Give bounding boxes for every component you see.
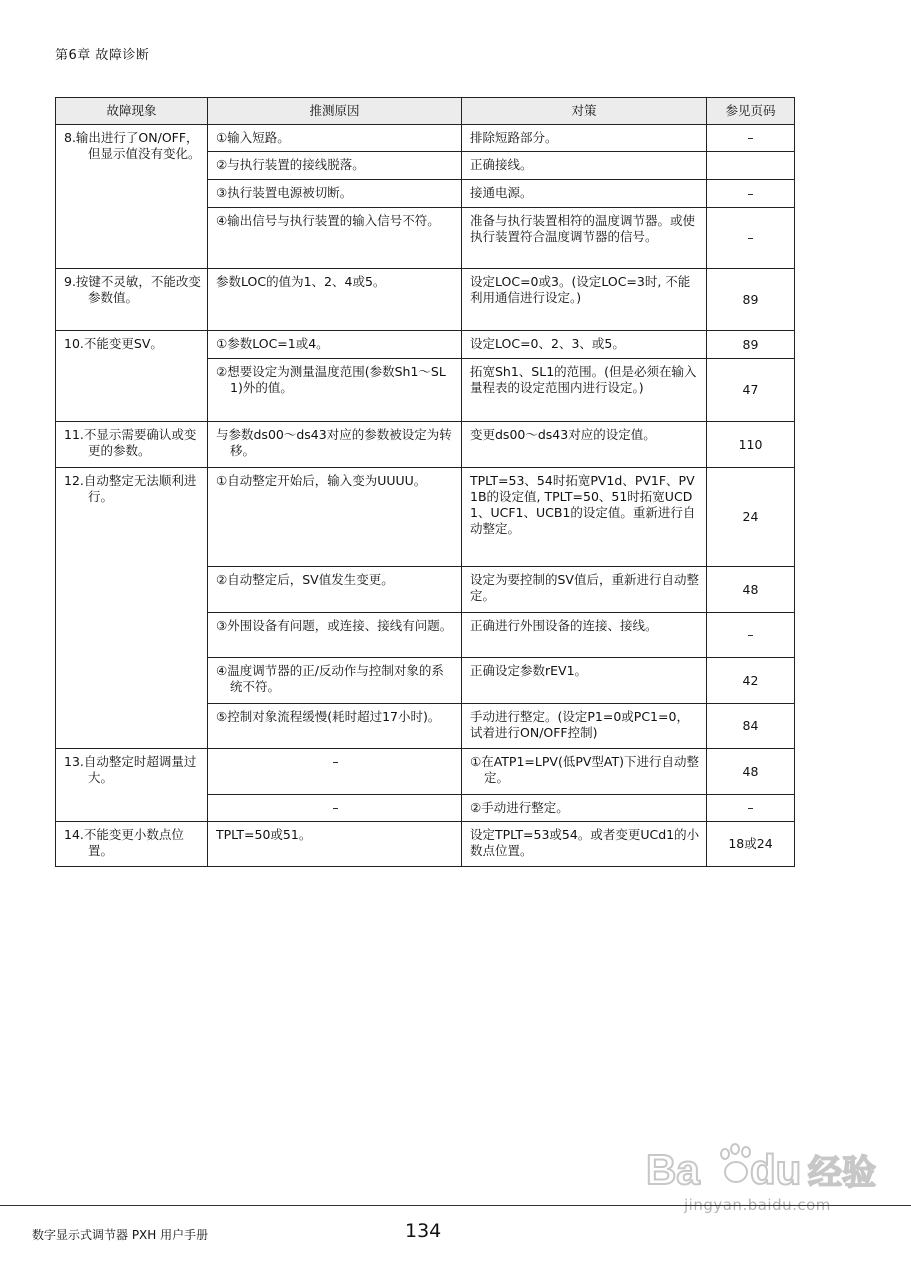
remedy-cell: 准备与执行装置相符的温度调节器。或使执行装置符合温度调节器的信号。 <box>462 208 707 269</box>
symptom-text: 13.自动整定时超调量过大。 <box>64 754 197 785</box>
svg-text:du: du <box>750 1146 802 1193</box>
symptom-text: 11.不显示需要确认或变更的参数。 <box>64 427 197 458</box>
remedy-cell: 正确设定参数rEV1。 <box>462 658 707 704</box>
symptom-cell <box>56 269 208 331</box>
column-header-symptom: 故障现象 <box>56 98 208 125</box>
table-row <box>56 468 795 567</box>
reference-cell: – <box>707 208 795 269</box>
symptom-text: 9.按键不灵敏，不能改变参数值。 <box>64 274 201 305</box>
baidu-jingyan-watermark <box>640 1140 880 1220</box>
troubleshooting-table <box>55 97 795 867</box>
reference-cell: 48 <box>707 567 795 613</box>
reference-cell: 84 <box>707 704 795 749</box>
reference-cell: – <box>707 125 795 152</box>
cause-cell: ①输入短路。 <box>208 125 462 152</box>
remedy-cell: 手动进行整定。(设定P1=0或PC1=0，试着进行ON/OFF控制) <box>462 704 707 749</box>
symptom-cell <box>56 749 208 822</box>
cause-cell: ②自动整定后，SV值发生变更。 <box>208 567 462 613</box>
cause-cell: 与参数ds00～ds43对应的参数被设定为转移。 <box>208 422 462 468</box>
symptom-cell <box>56 468 208 749</box>
reference-cell: 89 <box>707 269 795 331</box>
table-row <box>56 822 795 867</box>
chapter-header: 第6章 故障诊断 <box>55 48 150 63</box>
cause-cell: ③外围设备有问题，或连接、接线有问题。 <box>208 613 462 658</box>
remedy-cell: 设定为要控制的SV值后，重新进行自动整定。 <box>462 567 707 613</box>
remedy-cell: 排除短路部分。 <box>462 125 707 152</box>
symptom-text: 10.不能变更SV。 <box>64 336 163 351</box>
watermark-url: jingyan.baidu.com <box>684 1196 831 1214</box>
cause-cell: ①参数LOC=1或4。 <box>208 331 462 359</box>
reference-cell: 48 <box>707 749 795 795</box>
cause-cell: TPLT=50或51。 <box>208 822 462 867</box>
reference-cell: 110 <box>707 422 795 468</box>
remedy-cell: 设定LOC=0或3。(设定LOC=3时, 不能利用通信进行设定。) <box>462 269 707 331</box>
table-row <box>56 749 795 795</box>
remedy-cell: 接通电源。 <box>462 180 707 208</box>
remedy-cell: TPLT=53、54时拓宽PV1d、PV1F、PV1B的设定值, TPLT=50、51时拓宽UCD1、UCF1、UCB1的设定值。重新进行自动整定。 <box>462 468 707 567</box>
svg-text:Ba: Ba <box>646 1146 700 1193</box>
reference-cell: – <box>707 613 795 658</box>
symptom-cell <box>56 822 208 867</box>
column-header-cause: 推测原因 <box>208 98 462 125</box>
reference-cell: 47 <box>707 359 795 422</box>
cause-cell: ④温度调节器的正/反动作与控制对象的系统不符。 <box>208 658 462 704</box>
table-row <box>56 331 795 359</box>
reference-cell: – <box>707 795 795 822</box>
symptom-cell <box>56 422 208 468</box>
remedy-cell: 设定TPLT=53或54。或者变更UCd1的小数点位置。 <box>462 822 707 867</box>
reference-cell: 89 <box>707 331 795 359</box>
table-row <box>56 269 795 331</box>
remedy-cell: 正确接线。 <box>462 152 707 180</box>
cause-cell: ③执行装置电源被切断。 <box>208 180 462 208</box>
remedy-cell: 设定LOC=0、2、3、或5。 <box>462 331 707 359</box>
cause-cell: ①自动整定开始后，输入变为UUUU。 <box>208 468 462 567</box>
reference-cell <box>707 152 795 180</box>
cause-cell: ②与执行装置的接线脱落。 <box>208 152 462 180</box>
cause-cell: 参数LOC的值为1、2、4或5。 <box>208 269 462 331</box>
page-number: 134 <box>405 1220 442 1242</box>
remedy-cell: 拓宽Sh1、SL1的范围。(但是必须在输入量程表的设定范围内进行设定。) <box>462 359 707 422</box>
symptom-cell <box>56 331 208 422</box>
cause-cell: – <box>208 749 462 795</box>
symptom-text: 12.自动整定无法顺利进行。 <box>64 473 197 504</box>
symptom-cell <box>56 125 208 269</box>
reference-cell: – <box>707 180 795 208</box>
svg-text:经验: 经验 <box>808 1153 876 1193</box>
table-row <box>56 422 795 468</box>
cause-cell: – <box>208 795 462 822</box>
remedy-cell: ①在ATP1=LPV(低PV型AT)下进行自动整定。 <box>462 749 707 795</box>
remedy-cell: 变更ds00～ds43对应的设定值。 <box>462 422 707 468</box>
manual-title: 数字显示式调节器 PXH 用户手册 <box>32 1228 209 1242</box>
column-header-reference: 参见页码 <box>707 98 795 125</box>
reference-cell: 42 <box>707 658 795 704</box>
table-row <box>56 125 795 152</box>
table-header-row <box>56 98 795 125</box>
remedy-cell: 正确进行外围设备的连接、接线。 <box>462 613 707 658</box>
footer-divider <box>0 1205 911 1206</box>
cause-cell: ④输出信号与执行装置的输入信号不符。 <box>208 208 462 269</box>
cause-cell: ⑤控制对象流程缓慢(耗时超过17小时)。 <box>208 704 462 749</box>
remedy-cell: ②手动进行整定。 <box>462 795 707 822</box>
baidu-paw-logo <box>640 1140 880 1196</box>
reference-cell: 18或24 <box>707 822 795 867</box>
reference-cell: 24 <box>707 468 795 567</box>
cause-cell: ②想要设定为测量温度范围(参数Sh1～SL1)外的值。 <box>208 359 462 422</box>
symptom-text: 14.不能变更小数点位置。 <box>64 827 184 858</box>
symptom-text: 8.输出进行了ON/OFF，但显示值没有变化。 <box>64 130 201 161</box>
column-header-remedy: 对策 <box>462 98 707 125</box>
